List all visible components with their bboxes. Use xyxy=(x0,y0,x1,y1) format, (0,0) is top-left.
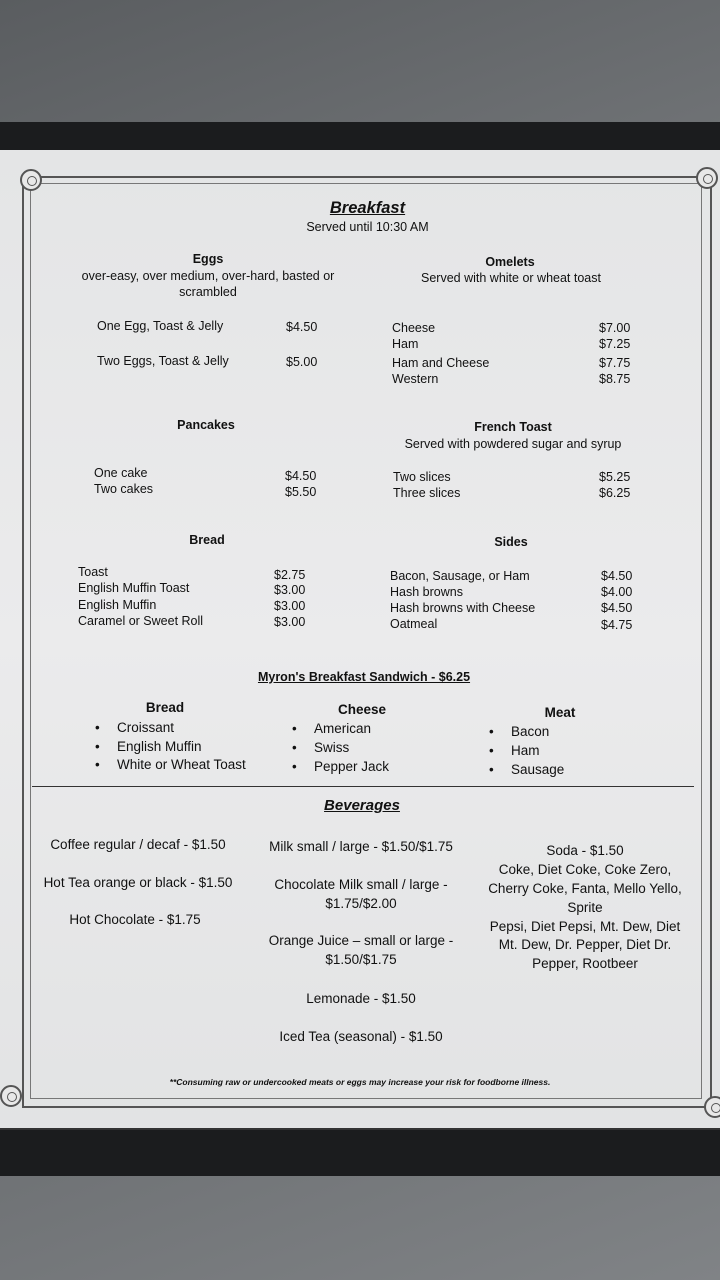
soda-line: Sprite xyxy=(567,900,603,915)
section-divider xyxy=(32,786,694,787)
section-heading-pancakes: Pancakes xyxy=(177,418,235,432)
menu-item-name: Two slices xyxy=(393,470,451,484)
menu-item-name: English Muffin xyxy=(78,598,157,612)
omelets-note: Served with white or wheat toast xyxy=(421,271,601,285)
eggs-note: over-easy, over medium, over-hard, basted or xyxy=(81,269,335,283)
menu-item-price: $8.75 xyxy=(599,372,631,386)
list-item: • Sausage xyxy=(511,762,564,778)
soda-line: Soda - $1.50 xyxy=(546,843,624,858)
corner-ornament-icon xyxy=(696,167,718,189)
section-heading-omelets: Omelets xyxy=(485,255,535,269)
menu-item-name: Ham xyxy=(392,337,419,351)
list-item: • American xyxy=(314,721,371,737)
menu-item-price: $5.25 xyxy=(599,470,631,484)
menu-item-price: $4.50 xyxy=(286,320,318,334)
menu-title: Breakfast xyxy=(329,199,406,217)
menu-item-name: Cheese xyxy=(392,321,436,335)
menu-item-price: $4.50 xyxy=(601,569,633,583)
sandwich-meat-heading: Meat xyxy=(544,705,576,720)
soda-line: Pepper, Rootbeer xyxy=(532,956,638,971)
beverage-item: Chocolate Milk small / large - xyxy=(274,877,448,892)
corner-ornament-icon xyxy=(0,1085,22,1107)
beverage-item: Orange Juice – small or large - xyxy=(268,933,454,948)
menu-item-name: Hash browns xyxy=(390,585,463,599)
menu-item-name: Hash browns with Cheese xyxy=(390,601,536,615)
beverage-item: $1.75/$2.00 xyxy=(325,896,397,911)
list-item: • Croissant xyxy=(117,720,174,736)
menu-item-name: Western xyxy=(392,372,439,386)
menu-holder-bottom-bar xyxy=(0,1128,720,1176)
menu-item-price: $2.75 xyxy=(274,568,306,582)
beverage-item: Lemonade - $1.50 xyxy=(306,991,416,1006)
menu-item-name: Ham and Cheese xyxy=(392,356,490,370)
menu-item-name: Bacon, Sausage, or Ham xyxy=(390,569,530,583)
menu-item-price: $4.50 xyxy=(601,601,633,615)
menu-item-price: $4.00 xyxy=(601,585,633,599)
list-item: • English Muffin xyxy=(117,739,202,755)
menu-item-name: Two cakes xyxy=(94,482,154,496)
menu-item-name: Oatmeal xyxy=(390,617,438,631)
list-item: • Bacon xyxy=(511,724,549,740)
soda-line: Coke, Diet Coke, Coke Zero, xyxy=(498,862,672,877)
beverage-item: $1.50/$1.75 xyxy=(325,952,397,967)
menu-item-price: $4.75 xyxy=(601,618,633,632)
eggs-note: scrambled xyxy=(179,285,237,299)
menu-item-price: $3.00 xyxy=(274,615,306,629)
beverage-item: Milk small / large - $1.50/$1.75 xyxy=(269,839,453,854)
menu-subtitle: Served until 10:30 AM xyxy=(306,220,429,234)
section-heading-bread: Bread xyxy=(189,533,225,547)
soda-line: Mt. Dew, Dr. Pepper, Diet Dr. xyxy=(498,937,672,952)
menu-item-price: $7.75 xyxy=(599,356,631,370)
menu-item-price: $6.25 xyxy=(599,486,631,500)
list-item: • Pepper Jack xyxy=(314,759,389,775)
menu-item-name: Three slices xyxy=(393,486,461,500)
disclaimer: **Consuming raw or undercooked meats or eggs may increase your risk for foodborne illness. xyxy=(169,1077,551,1087)
beverage-item: Iced Tea (seasonal) - $1.50 xyxy=(279,1029,443,1044)
list-item: • Swiss xyxy=(314,740,349,756)
menu-item-price: $3.00 xyxy=(274,583,306,597)
menu-item-name: Caramel or Sweet Roll xyxy=(78,614,204,628)
section-heading-sides: Sides xyxy=(494,535,528,549)
menu-item-price: $4.50 xyxy=(285,469,317,483)
french-toast-note: Served with powdered sugar and syrup xyxy=(404,437,622,451)
beverage-item: Hot Chocolate - $1.75 xyxy=(69,912,201,927)
menu-item-name: Toast xyxy=(78,565,108,579)
menu-item-name: English Muffin Toast xyxy=(78,581,190,595)
menu-item-price: $5.00 xyxy=(286,355,318,369)
menu-item-name: One cake xyxy=(94,466,148,480)
menu-item-price: $5.50 xyxy=(285,485,317,499)
sandwich-title: Myron's Breakfast Sandwich - $6.25 xyxy=(257,670,471,684)
list-item: • White or Wheat Toast xyxy=(117,757,246,773)
section-heading-beverages: Beverages xyxy=(324,797,400,814)
corner-ornament-icon xyxy=(20,169,42,191)
menu-item-price: $7.00 xyxy=(599,321,631,335)
sandwich-cheese-heading: Cheese xyxy=(337,702,387,717)
menu-item-name: One Egg, Toast & Jelly xyxy=(97,319,224,333)
menu-item-price: $7.25 xyxy=(599,337,631,351)
menu-item-name: Two Eggs, Toast & Jelly xyxy=(97,354,229,368)
corner-ornament-icon xyxy=(704,1096,720,1118)
sandwich-bread-heading: Bread xyxy=(145,700,185,715)
soda-line: Pepsi, Diet Pepsi, Mt. Dew, Diet xyxy=(489,919,681,934)
section-heading-french-toast: French Toast xyxy=(474,420,552,434)
beverage-item: Coffee regular / decaf - $1.50 xyxy=(50,837,226,852)
list-item: • Ham xyxy=(511,743,540,759)
menu-item-price: $3.00 xyxy=(274,599,306,613)
section-heading-eggs: Eggs xyxy=(192,252,224,266)
soda-line: Cherry Coke, Fanta, Mello Yello, xyxy=(488,881,682,896)
beverage-item: Hot Tea orange or black - $1.50 xyxy=(43,875,233,890)
